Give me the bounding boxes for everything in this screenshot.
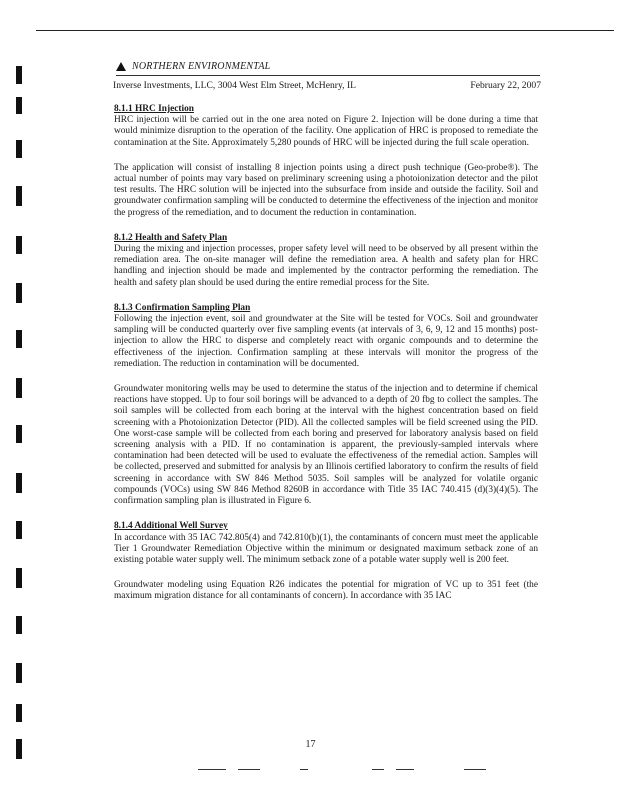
section-confirmation-sampling [114,303,538,507]
header-line [113,80,541,91]
scan-dash [396,769,414,770]
binder-mark [16,97,22,114]
section-health-safety [114,233,538,289]
paragraph: Following the injection event, soil and groundwater at the Site will be tested for VOCs. Soil and groundwater sampling will be conducted quarterly over five sampling events (at intervals of 3, 6, 9, 12 and 15 months) post-injection to allow the HRC to disperse and completely react with organic compounds and to determine the effectiveness of the injection. Confirmation sampling at these intervals will monitor the progress of the remediation. The reduction in contamination will be documented. [114,314,538,369]
scan-top-rule [36,30,614,31]
company-brand [116,61,270,72]
section-heading: 8.1.4 Additional Well Survey [114,521,228,532]
document-body [114,104,538,617]
binder-mark [16,378,22,398]
header-rule [116,75,540,76]
binder-mark [16,616,22,634]
scan-dash [300,769,308,770]
binder-mark [16,330,22,348]
paragraph: Groundwater modeling using Equation R26 indicates the potential for migration of VC up to 351 feet (the maximum migration distance for all contaminants of concern). In accordance with 35 IAC [114,580,538,602]
scan-dash [464,769,486,770]
binder-mark [16,568,22,588]
scan-dash [198,769,226,770]
binder-mark [16,140,22,158]
binder-mark [16,663,22,683]
company-name: NORTHERN ENVIRONMENTAL [132,61,271,72]
paragraph: HRC injection will be carried out in the one area noted on Figure 2. Injection will be done during a time that would minimize disruption to the operation of the facility. One application of HRC is proposed to remediate the contamination at the Site. Approximately 5,280 pounds of HRC will be injected during the full scale operation. [114,115,538,148]
section-heading: 8.1.3 Confirmation Sampling Plan [114,302,251,313]
binder-mark [16,704,22,722]
scan-dash [372,769,384,770]
paragraph: In accordance with 35 IAC 742.805(4) and 742.810(b)(1), the contaminants of concern must meet the applicable Tier 1 Groundwater Remediation Objective within the minimum or designated maximum setback zone of an existing potable water supply well. The minimum setback zone of a potable water supply well is 200 feet. [114,532,538,565]
binder-mark [16,66,22,84]
scan-dash [238,769,260,770]
triangle-logo-icon [116,62,126,71]
binder-mark [16,521,22,539]
paragraph: Groundwater monitoring wells may be used to determine the status of the injection and to determine if chemical reactions have stopped. Up to four soil borings will be advanced to a depth of 20 fbg to collect the samples. The soil samples will be collected from each boring at the interval with the highest concentration based on field screening with a Photoionization Detector (PID). All the collected samples will be field screened using the PID. One worst-case sample will be collected from each boring and preserved for laboratory analysis based on field screening analysis with a PID. If no contamination is apparent, the previously-sampled intervals where contamination had been detected will be used to evaluate the effectiveness of the remedial action. Samples will be collected, preserved and submitted for analysis by an Illinois certified laboratory to confirm the results of field screening in accordance with SW 846 Method 5035. Soil samples will be analyzed for volatile organic compounds (VOCs) using SW 846 Method 8260B in accordance with Title 35 IAC 740.415 (d)(3)(4)(5). The confirmation sampling plan is illustrated in Figure 6. [114,384,538,507]
page-number: 17 [305,739,316,750]
paragraph: During the mixing and injection processes, proper safety level will need to be observed by all present within the remediation area. The on-site manager will define the remediation area. A health and safety plan for HRC handling and injection should be made and implemented by the contractor performing the remediation. The health and safety plan should be used during the entire remedial process for the Site. [114,244,538,288]
project-line: Inverse Investments, LLC, 3004 West Elm Street, McHenry, IL [113,80,357,91]
document-date: February 22, 2007 [470,80,541,91]
section-well-survey [114,521,538,602]
section-heading: 8.1.1 HRC Injection [114,104,194,114]
binder-mark [16,473,22,493]
binder-mark [16,186,22,206]
section-heading: 8.1.2 Health and Safety Plan [114,232,228,243]
binder-mark [16,425,22,443]
binder-mark [16,236,22,254]
section-hrc-injection [114,104,538,219]
paragraph: The application will consist of installing 8 injection points using a direct push technique (Geo-probe®). The actual number of points may vary based on preliminary screening using a photoionization detector and the pilot test results. The HRC solution will be injected into the subsurface from inside and outside the facility. Soil and groundwater confirmation sampling will be conducted to determine the effectiveness of the injection and monitor the progress of the remediation, and to document the reduction in contamination. [114,162,538,218]
binder-mark [16,283,22,303]
